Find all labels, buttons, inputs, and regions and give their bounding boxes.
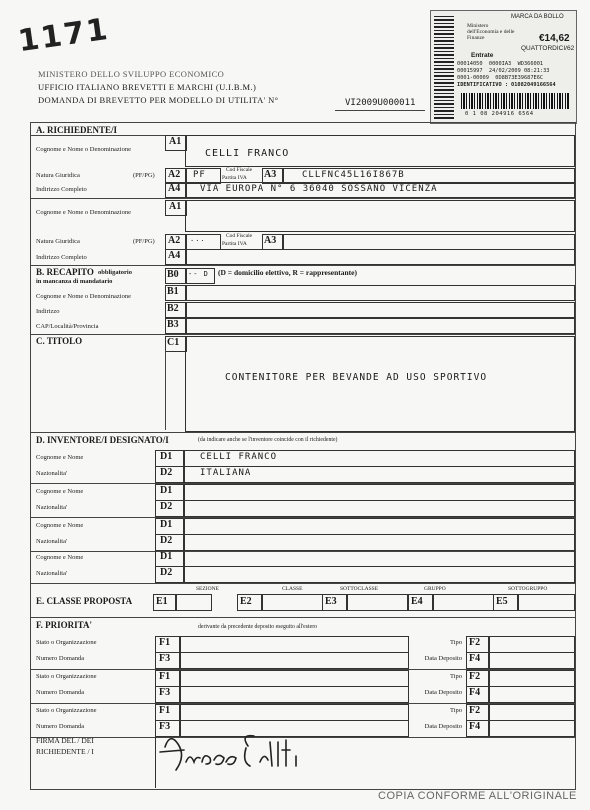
natura-pf-label-2: (PF/PG) [133,238,155,245]
stamp-id-label: IDENTIFICATIVO : [457,82,509,88]
ministry-line-1: MINISTERO DELLO SVILUPPO ECONOMICO [38,69,225,79]
d1-field-2[interactable] [183,484,575,501]
f1-field-1[interactable] [179,636,409,653]
e3-code: E3 [325,596,337,607]
f2-label-3: Tipo [449,707,462,714]
section-e-title: E. CLASSE PROPOSTA [36,596,133,606]
a3-code: A3 [264,169,277,180]
f2-field-3[interactable] [488,704,575,721]
f1-code-2: F1 [159,671,171,682]
f2-field-2[interactable] [488,670,575,687]
f2-field-1[interactable] [488,636,575,653]
f4-code-2: F4 [469,687,481,698]
e1-field[interactable] [175,594,212,611]
stamp-amount-words: QUATTORDICI/62 [521,45,575,52]
stamp-ministry: Ministero dell'Economia e delle Finanze [467,23,515,41]
e5-code: E5 [496,596,508,607]
section-c-title: C. TITOLO [36,336,83,346]
section-f-note: derivante da precedente deposito eseguito all'estero [198,624,318,630]
firma-label-1: FIRMA DEL / DEI [36,736,94,745]
e-gruppo-label: GRUPPO [424,586,446,592]
a2b-code: A2 [168,235,181,246]
cf-label-2: Partita IVA [222,175,247,181]
d1-code-3: D1 [160,519,173,530]
a2-code: A2 [168,169,181,180]
a2b-value: ... [190,235,206,243]
d2-value-1: ITALIANA [200,468,252,478]
f3-code-1: F3 [159,653,171,664]
d1-label-3: Cognome e Nome [36,522,84,529]
section-f-title: F. PRIORITA' [36,620,93,630]
cf-label-1: Cod Fiscale [226,167,253,173]
d1-field-3[interactable] [183,518,575,535]
f4-label-1: Data Deposito [424,655,462,662]
section-a-title: A. RICHIEDENTE/I [36,125,118,135]
f4-field-3[interactable] [488,720,575,737]
e-classe-label: CLASSE [282,586,303,592]
a4b-code: A4 [168,250,181,261]
b2-code: B2 [167,303,179,314]
section-b-note-1: obbligatorio [98,269,132,276]
e2-field[interactable] [261,594,323,611]
a3b-code: A3 [264,235,277,246]
ministry-line-3: DOMANDA DI BREVETTO PER MODELLO DI UTILITA' N° [38,95,279,105]
a1b-field[interactable] [185,200,575,232]
b2-label: Indirizzo [36,308,60,315]
d1-value-1: CELLI FRANCO [200,452,278,462]
section-b-note-2: in mancanza di mandatario [36,278,113,285]
f3-field-1[interactable] [179,652,409,669]
a4-code: A4 [168,183,181,194]
e3-field[interactable] [346,594,408,611]
stamp-barcode-left [434,15,454,119]
f3-field-2[interactable] [179,686,409,703]
a2-value: PF [193,170,206,180]
cf2-label-2: Partita IVA [222,241,247,247]
d2-code-3: D2 [160,535,173,546]
b1-code: B1 [167,286,179,297]
d2-label-2: Nazionalita' [36,504,68,511]
stamp-barcode-text: 0 1 08 204916 6564 [465,111,534,117]
f2-label-1: Tipo [449,639,462,646]
stamp-amount: €14,62 [539,33,570,44]
f4-code-1: F4 [469,653,481,664]
stamp-id-value: 01082049166564 [511,82,556,88]
d2-field-3[interactable] [183,534,575,551]
natura-pf-label: (PF/PG) [133,172,155,179]
b0-code: B0 [167,269,179,280]
d2-label-1: Nazionalita' [36,470,68,477]
f1-label-3: Stato o Organizzazione [36,707,97,714]
e-sezione-label: SEZIONE [196,586,219,592]
stamp-barcode [461,93,569,109]
signature-field[interactable] [30,732,156,788]
d2-label-4: Nazionalita' [36,570,68,577]
b0-legend: (D = domicilio elettivo, R = rappresentante) [218,268,358,277]
e4-field[interactable] [432,594,494,611]
d1-label-1: Cognome e Nome [36,454,84,461]
e1-code: E1 [156,596,168,607]
f1-code-1: F1 [159,637,171,648]
a1-label: Cognome e Nome o Denominazione [36,146,131,153]
b1-field[interactable] [185,285,575,301]
f4-code-3: F4 [469,721,481,732]
d1-code-2: D1 [160,485,173,496]
f1-field-3[interactable] [179,704,409,721]
e-sottogruppo-label: SOTTOGRUPPO [508,586,548,592]
e4-code: E4 [411,596,423,607]
natura-label-2: Natura Giuridica [36,238,80,245]
a3b-field[interactable] [282,234,575,250]
e2-code: E2 [240,596,252,607]
a1b-code: A1 [169,201,182,212]
section-b-title: B. RECAPITO [36,267,94,277]
d2-label-3: Nazionalita' [36,538,68,545]
c1-code: C1 [167,337,180,348]
application-number: VI2009U000011 [345,98,416,108]
d2-field-2[interactable] [183,500,575,517]
f3-label-2: Numero Domanda [36,689,85,696]
d2-field-4[interactable] [183,566,575,583]
c1-field[interactable] [185,336,575,432]
f4-field-2[interactable] [488,686,575,703]
d1-field-4[interactable] [183,550,575,567]
f4-label-2: Data Deposito [424,689,462,696]
f1-code-3: F1 [159,705,171,716]
c1-value: CONTENITORE PER BEVANDE AD USO SPORTIVO [225,372,488,383]
d1-label-4: Cognome e Nome [36,554,84,561]
a3-value: CLLFNC45L16I867B [302,170,405,180]
d2-code-1: D2 [160,467,173,478]
revenue-stamp [430,10,577,124]
f1-field-2[interactable] [179,670,409,687]
stamp-label: MARCA DA BOLLO [511,14,564,20]
a1-code: A1 [169,136,182,147]
a4b-field[interactable] [185,249,575,265]
stamp-entrate: Entrate [471,52,494,59]
f2-code-2: F2 [469,671,481,682]
b3-label: CAP/Località/Provincia [36,323,99,330]
cf2-label-1: Cod Fiscale [226,233,253,239]
a1b-label: Cognome e Nome o Denominazione [36,209,131,216]
a4-value: VIA EUROPA N° 6 36040 SOSSANO VICENZA [200,184,438,194]
d1-code-1: D1 [160,451,173,462]
stamp-line-3: 0001-00009 0D8B73E39687E6C [457,75,544,81]
section-d-title: D. INVENTORE/I DESIGNATO/I [36,435,169,445]
firma-label-2: RICHIEDENTE / I [36,747,94,756]
f1-label-2: Stato o Organizzazione [36,673,97,680]
stamp-line-2: 00015997 24/02/2009 08:21:33 [457,68,550,74]
f4-field-1[interactable] [488,652,575,669]
b2-field[interactable] [185,302,575,318]
f2-label-2: Tipo [449,673,462,680]
f2-code-1: F2 [469,637,481,648]
f3-code-2: F3 [159,687,171,698]
f4-label-3: Data Deposito [424,723,462,730]
address-label: Indirizzo Completo [36,186,87,193]
natura-label: Natura Giuridica [36,172,80,179]
b1-label: Cognome e Nome o Denominazione [36,293,131,300]
e5-field[interactable] [517,594,575,611]
address-label-2: Indirizzo Completo [36,254,87,261]
a1-value: CELLI FRANCO [205,148,290,159]
ministry-line-2: UFFICIO ITALIANO BREVETTI E MARCHI (U.I.B.M.) [38,82,257,92]
b3-code: B3 [167,319,179,330]
f3-label-1: Numero Domanda [36,655,85,662]
f2-code-3: F2 [469,705,481,716]
d1-code-4: D1 [160,551,173,562]
d2-code-2: D2 [160,501,173,512]
copia-conforme-stamp: COPIA CONFORME ALL'ORIGINALE [378,790,577,802]
f1-label-1: Stato o Organizzazione [36,639,97,646]
d1-label-2: Cognome e Nome [36,488,84,495]
b0-value: -- D [188,270,209,278]
section-d-note: (da indicare anche se l'inventore coincide con il richiedente) [198,437,338,443]
stamp-line-1: 00014050 0000IA3 WD366001 [457,61,544,67]
handwritten-number: 1171 [16,11,112,60]
f3-label-3: Numero Domanda [36,723,85,730]
handwritten-signature [150,722,350,782]
b3-field[interactable] [185,318,575,334]
f3-code-3: F3 [159,721,171,732]
d2-code-4: D2 [160,567,173,578]
e-sottoclasse-label: SOTTOCLASSE [340,586,379,592]
